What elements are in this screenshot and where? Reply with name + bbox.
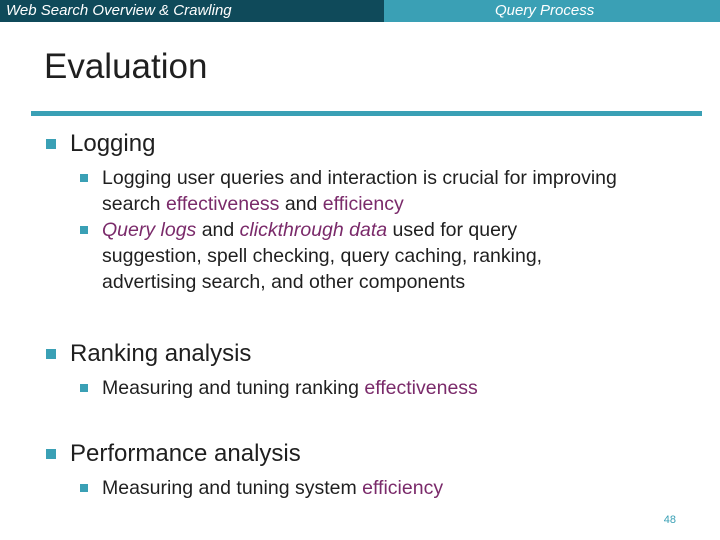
square-bullet-icon bbox=[80, 384, 88, 392]
bullet-label: Performance analysis bbox=[70, 440, 301, 467]
slide-header bbox=[0, 0, 720, 22]
bullet-level2-query-logs bbox=[0, 217, 622, 295]
bullet-text: and bbox=[196, 219, 240, 241]
page-number: 48 bbox=[663, 514, 676, 526]
square-bullet-icon bbox=[80, 484, 88, 492]
bullet-ranking bbox=[0, 339, 720, 401]
header-section-right: Query Process bbox=[384, 0, 720, 22]
bullet-level1-logging bbox=[0, 129, 720, 159]
bullet-level2-ranking-tuning bbox=[0, 375, 622, 401]
bullet-level1-performance bbox=[0, 439, 720, 469]
title-divider bbox=[31, 111, 702, 116]
term-efficiency: efficiency bbox=[362, 477, 444, 499]
bullet-text: Measuring and tuning system bbox=[102, 477, 363, 499]
square-bullet-icon bbox=[46, 139, 56, 149]
bullet-logging bbox=[0, 129, 720, 295]
square-bullet-icon bbox=[80, 226, 88, 234]
square-bullet-icon bbox=[46, 449, 56, 459]
term-clickthrough-data: clickthrough data bbox=[239, 219, 388, 241]
bullet-label: Ranking analysis bbox=[70, 340, 252, 367]
bullet-text: and bbox=[279, 193, 323, 215]
bullet-level1-ranking bbox=[0, 339, 720, 369]
square-bullet-icon bbox=[46, 349, 56, 359]
header-section-left: Web Search Overview & Crawling bbox=[0, 0, 384, 22]
bullet-level2-logging-importance bbox=[0, 165, 622, 217]
bullet-text: Measuring and tuning ranking bbox=[102, 377, 365, 399]
term-effectiveness: effectiveness bbox=[364, 377, 478, 399]
bullet-level2-performance-tuning bbox=[0, 475, 622, 501]
bullet-performance bbox=[0, 439, 720, 501]
term-query-logs: Query logs bbox=[102, 219, 197, 241]
bullet-label: Logging bbox=[70, 130, 156, 157]
bullet-text: used for query suggestion, spell checking, query caching, ranking, advertising search, and other components bbox=[102, 219, 543, 293]
slide-title: Evaluation bbox=[44, 47, 208, 86]
square-bullet-icon bbox=[80, 174, 88, 182]
bullet-text: Logging user queries and interaction is crucial for improving search bbox=[102, 167, 617, 215]
term-effectiveness: effectiveness bbox=[165, 193, 280, 215]
term-efficiency: efficiency bbox=[322, 193, 404, 215]
